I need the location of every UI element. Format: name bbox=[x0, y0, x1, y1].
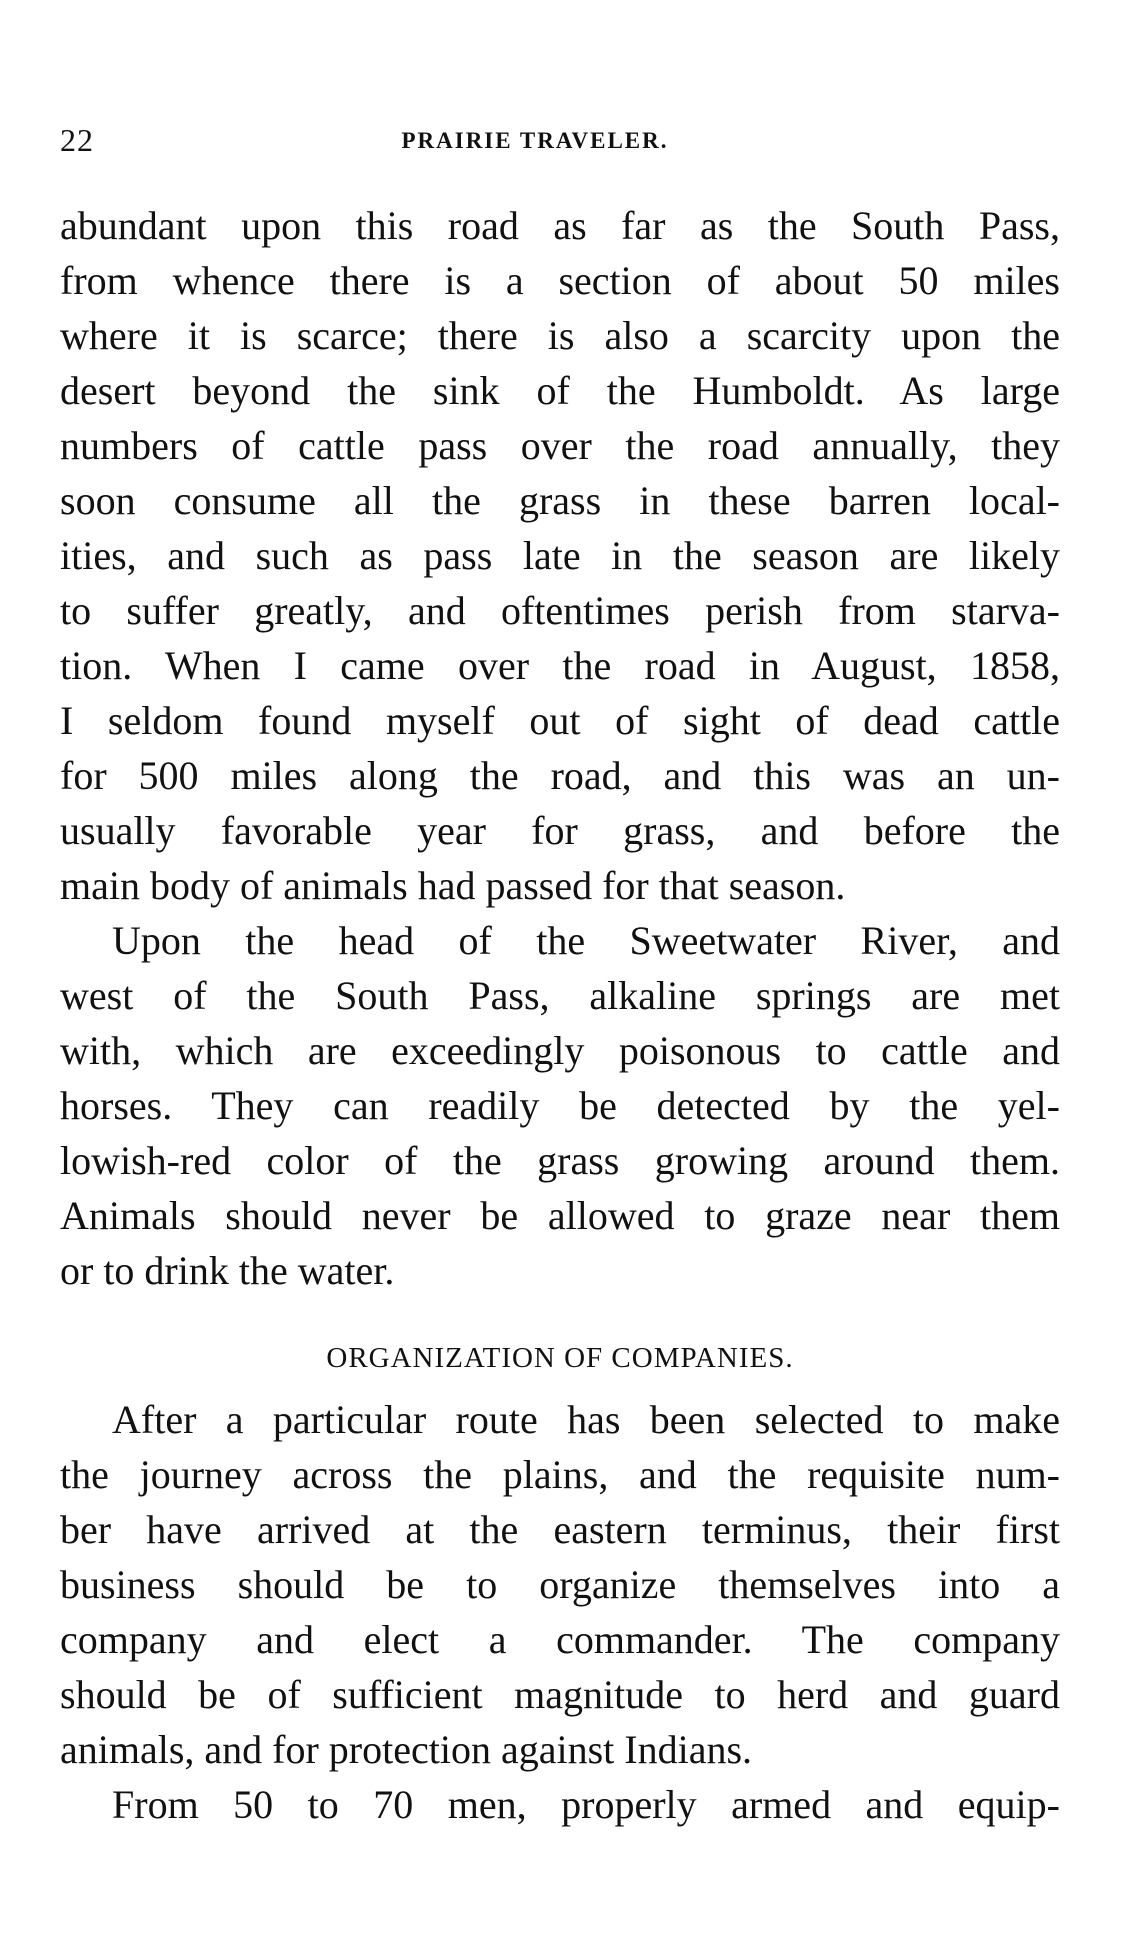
text-line: or to drink the water. bbox=[60, 1248, 395, 1293]
running-head bbox=[60, 122, 1060, 162]
text-line: ber have arrived at the eastern terminus, their first bbox=[60, 1507, 1060, 1552]
text-line: business should be to organize themselves into a bbox=[60, 1562, 1060, 1607]
text-line: from whence there is a section of about 50 miles bbox=[60, 258, 1060, 303]
text-line: tion. When I came over the road in August, 1858, bbox=[60, 643, 1060, 688]
text-line: company and elect a commander. The company bbox=[60, 1617, 1060, 1662]
text-line: should be of sufficient magnitude to herd and guard bbox=[60, 1672, 1060, 1717]
text-line: for 500 miles along the road, and this was an un- bbox=[60, 753, 1060, 798]
page-number: 22 bbox=[60, 122, 94, 158]
paragraph-4 bbox=[60, 1777, 1060, 1832]
text-line: numbers of cattle pass over the road annually, they bbox=[60, 423, 1060, 468]
text-line: to suffer greatly, and oftentimes perish from starva- bbox=[60, 588, 1060, 633]
text-line: Upon the head of the Sweetwater River, and bbox=[112, 918, 1060, 963]
body-text bbox=[60, 198, 1060, 1832]
text-line: ities, and such as pass late in the season are likely bbox=[60, 533, 1060, 578]
text-line: animals, and for protection against Indians. bbox=[60, 1727, 753, 1772]
text-line: Animals should never be allowed to graze near them bbox=[60, 1193, 1060, 1238]
text-line: the journey across the plains, and the requisite num- bbox=[60, 1452, 1060, 1497]
text-line: horses. They can readily be detected by the yel- bbox=[60, 1083, 1060, 1128]
text-line: west of the South Pass, alkaline springs are met bbox=[60, 973, 1060, 1018]
text-line: with, which are exceedingly poisonous to cattle and bbox=[60, 1028, 1060, 1073]
text-line: lowish-red color of the grass growing around them. bbox=[60, 1138, 1060, 1183]
text-line: usually favorable year for grass, and before the bbox=[60, 808, 1060, 853]
running-title: PRAIRIE TRAVELER. bbox=[401, 128, 669, 153]
text-line: where it is scarce; there is also a scarcity upon the bbox=[60, 313, 1060, 358]
paragraph-1 bbox=[60, 198, 1060, 913]
text-line: I seldom found myself out of sight of dead cattle bbox=[60, 698, 1060, 743]
text-line: From 50 to 70 men, properly armed and equip- bbox=[112, 1782, 1060, 1827]
paragraph-3 bbox=[60, 1392, 1060, 1777]
text-line: desert beyond the sink of the Humboldt. As large bbox=[60, 368, 1060, 413]
paragraph-2 bbox=[60, 913, 1060, 1298]
text-line: main body of animals had passed for that season. bbox=[60, 863, 846, 908]
section-heading: ORGANIZATION OF COMPANIES. bbox=[326, 1342, 794, 1374]
text-line: soon consume all the grass in these barren local- bbox=[60, 478, 1060, 523]
text-line: After a particular route has been selected to make bbox=[112, 1397, 1060, 1442]
text-line: abundant upon this road as far as the South Pass, bbox=[60, 203, 1060, 248]
book-page bbox=[60, 0, 1060, 1944]
